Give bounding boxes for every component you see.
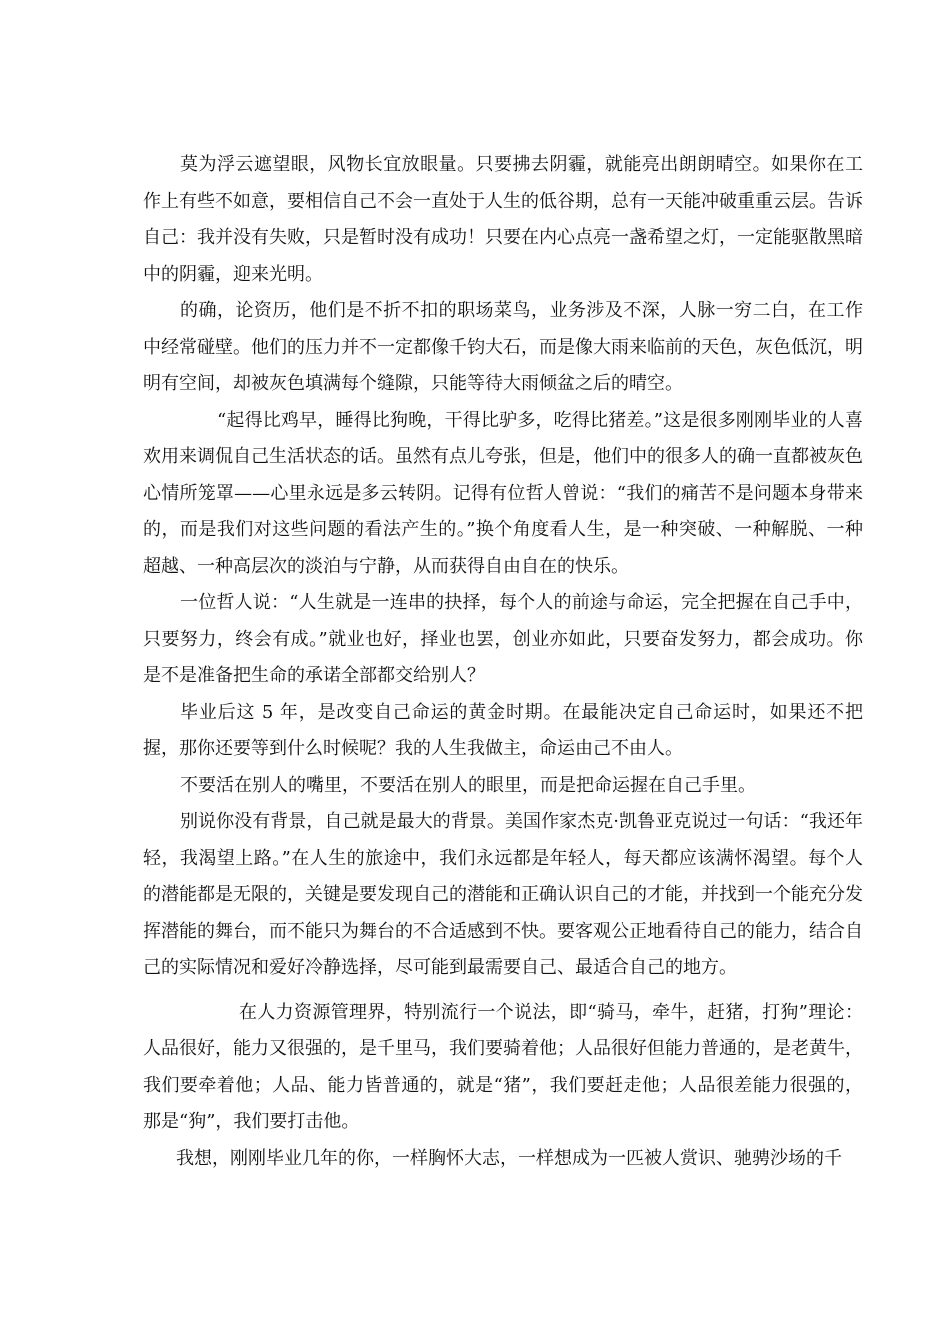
paragraph-1: 莫为浮云遮望眼，风物长宜放眼量。只要拂去阴霾，就能亮出朗朗晴空。如果你在工作上有些不如意，要相信自己不会一直处于人生的低谷期，总有一天能冲破重重云层。告诉自己：我并没有失败，只是暂时没有成功！只要在内心点亮一盏希望之灯，一定能驱散黑暗中的阴霾，迎来光明。 xyxy=(143,154,863,285)
paragraph-9: 我想，刚刚毕业几年的你，一样胸怀大志，一样想成为一匹被人赏识、驰骋沙场的千 xyxy=(176,1147,842,1169)
paragraph-5: 毕业后这 5 年，是改变自己命运的黄金时期。在最能决定自己命运时，如果还不把握，那你还要等到什么时候呢？我的人生我做主，命运由己不由人。 xyxy=(143,701,863,759)
paragraph-6: 不要活在别人的嘴里，不要活在别人的眼里，而是把命运握在自己手里。 xyxy=(180,774,756,796)
paragraph-2: 的确，论资历，他们是不折不扣的职场菜鸟，业务涉及不深，人脉一穷二白，在工作中经常碰壁。他们的压力并不一定都像千钧大石，而是像大雨来临前的天色，灰色低沉，明明有空间，却被灰色填满每个缝隙，只能等待大雨倾盆之后的晴空。 xyxy=(143,300,863,394)
paragraph-8: 在人力资源管理界，特别流行一个说法，即“骑马，牵牛，赶猪，打狗”理论：人品很好，能力又很强的，是千里马，我们要骑着他；人品很好但能力普通的，是老黄牛，我们要牵着他；人品、能力皆普通的，就是“猪”，我们要赶走他；人品很差能力很强的，那是“狗”，我们要打击他。 xyxy=(143,1001,863,1132)
paragraph-3: “起得比鸡早，睡得比狗晚，干得比驴多，吃得比猪差。”这是很多刚刚毕业的人喜欢用来调侃自己生活状态的话。虽然有点儿夸张，但是，他们中的很多人的确一直都被灰色心情所笼罩——心里永远是多云转阴。记得有位哲人曾说：“我们的痛苦不是问题本身带来的，而是我们对这些问题的看法产生的。”换个角度看人生，是一种突破、一种解脱、一种超越、一种高层次的淡泊与宁静，从而获得自由自在的快乐。 xyxy=(143,409,863,577)
paragraph-7: 别说你没有背景，自己就是最大的背景。美国作家杰克·凯鲁亚克说过一句话：“我还年轻，我渴望上路。”在人生的旅途中，我们永远都是年轻人，每天都应该满怀渴望。每个人的潜能都是无限的，关键是要发现自己的潜能和正确认识自己的才能，并找到一个能充分发挥潜能的舞台，而不能只为舞台的不合适感到不快。要客观公正地看待自己的能力，结合自己的实际情况和爱好冷静选择，尽可能到最需要自己、最适合自己的地方。 xyxy=(143,811,863,978)
document-body xyxy=(143,147,863,1177)
paragraph-4: 一位哲人说：“人生就是一连串的抉择，每个人的前途与命运，完全把握在自己手中，只要努力，终会有成。”就业也好，择业也罢，创业亦如此，只要奋发努力，都会成功。你是不是准备把生命的承诺全部都交给别人？ xyxy=(143,592,863,686)
